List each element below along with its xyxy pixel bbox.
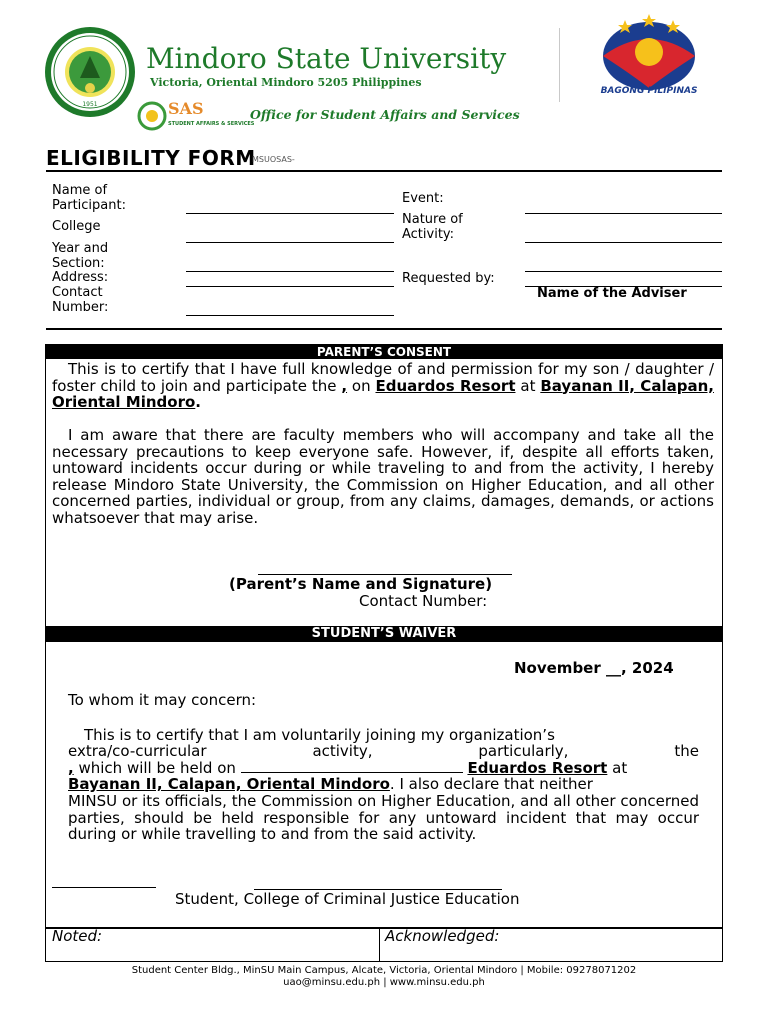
contact-number-label: Contact Number:	[52, 285, 109, 315]
footer-contact: uao@minsu.edu.ph | www.minsu.edu.ph	[283, 977, 485, 988]
name-label: Name of Participant:	[52, 183, 126, 213]
form-code: MSUOSAS-	[252, 155, 295, 164]
svg-text:SAS: SAS	[168, 99, 204, 118]
svg-text:STUDENT AFFAIRS & SERVICES: STUDENT AFFAIRS & SERVICES	[168, 121, 255, 127]
parent-signature-caption: (Parent’s Name and Signature)	[229, 575, 493, 593]
student-waiver-header: STUDENT’S WAIVER	[46, 626, 722, 642]
consent-location: Bayanan II, Calapan, Oriental Mindoro	[52, 376, 714, 411]
year-section-field[interactable]	[186, 271, 394, 272]
waiver-salutation: To whom it may concern:	[68, 691, 257, 709]
consent-paragraph-2: I am aware that there are faculty members who will accompany and take all the necessary precautions to keep everyone safe. However, if, despite all efforts taken, untoward incidents occur during or while traveling to and from the activity, I hereby release Mindoro State University, the Commission on Higher Education, and all other concerned parties, individual or group, from any claims, damages, demands, or actions whatsoever that may arise.	[52, 426, 714, 527]
office-name: Office for Student Affairs and Services	[250, 107, 520, 122]
waiver-date-blank[interactable]	[241, 761, 463, 773]
year-section-label: Year and Section:	[52, 241, 109, 271]
footer-address: Student Center Bldg., MinSU Main Campus, Alcate, Victoria, Oriental Mindoro | Mobile: 09278071202	[131, 965, 637, 976]
fields-rule	[46, 328, 722, 330]
parent-contact-label: Contact Number:	[359, 592, 488, 610]
osas-logo	[138, 98, 255, 134]
waiver-paragraph-rest: MINSU or its officials, the Commission on Higher Education, and all other concerned parties, should be held responsible for any untoward incident that may occur during or while travelling to and from the said activity.	[68, 792, 699, 843]
address-label: Address:	[52, 270, 109, 285]
parent-consent-header: PARENT’S CONSENT	[46, 345, 722, 359]
university-name: Mindoro State University	[146, 42, 507, 75]
student-caption: Student, College of Criminal Justice Education	[175, 890, 520, 908]
noted-label: Noted:	[52, 927, 103, 945]
signoff-divider	[379, 927, 380, 961]
waiver-line-4: Bayanan II, Calapan, Oriental Mindoro. I also declare that neither	[68, 775, 593, 793]
contact-number-field[interactable]	[186, 315, 394, 316]
nature-label: Nature of Activity:	[402, 212, 463, 242]
waiver-venue: Eduardos Resort	[467, 759, 608, 777]
consent-venue: Eduardos Resort	[375, 376, 516, 395]
requested-by-label: Requested by:	[402, 271, 495, 286]
form-title: ELIGIBILITY FORM	[46, 146, 256, 170]
waiver-line-2: extra/co-curricular activity, particularly, the	[68, 742, 699, 760]
event-field[interactable]	[525, 213, 722, 214]
adviser-caption: Name of the Adviser	[537, 286, 687, 301]
title-rule	[46, 170, 722, 172]
name-field[interactable]	[186, 213, 394, 214]
acknowledged-label: Acknowledged:	[385, 927, 500, 945]
consent-paragraph-1: This is to certify that I have full knowledge of and permission for my son / daughter / foster child to join and participate the , on Eduardos Resort at Bayanan II, Calapan, Oriental Mindoro.	[52, 360, 714, 411]
requested-by-field[interactable]	[525, 271, 722, 272]
college-label: College	[52, 219, 101, 234]
waiver-line-3: , which will be held on Eduardos Resort at	[68, 759, 628, 777]
waiver-line-1: This is to certify that I am voluntarily joining my organization’s	[84, 726, 555, 744]
waiver-location: Bayanan II, Calapan, Oriental Mindoro	[68, 775, 390, 793]
address-field[interactable]	[186, 286, 394, 287]
header-divider	[559, 28, 560, 102]
nature-field[interactable]	[525, 242, 722, 243]
waiver-date: November __, 2024	[514, 659, 674, 677]
event-label: Event:	[402, 191, 444, 206]
university-address: Victoria, Oriental Mindoro 5205 Philippines	[150, 76, 422, 89]
seal-year: 1951	[82, 101, 98, 108]
bagong-pilipinas-text: BAGONG PILIPINAS	[600, 86, 698, 96]
student-signature-line[interactable]	[52, 887, 156, 888]
signoff-box	[45, 927, 723, 962]
college-field[interactable]	[186, 242, 394, 243]
university-seal-logo	[44, 26, 136, 118]
